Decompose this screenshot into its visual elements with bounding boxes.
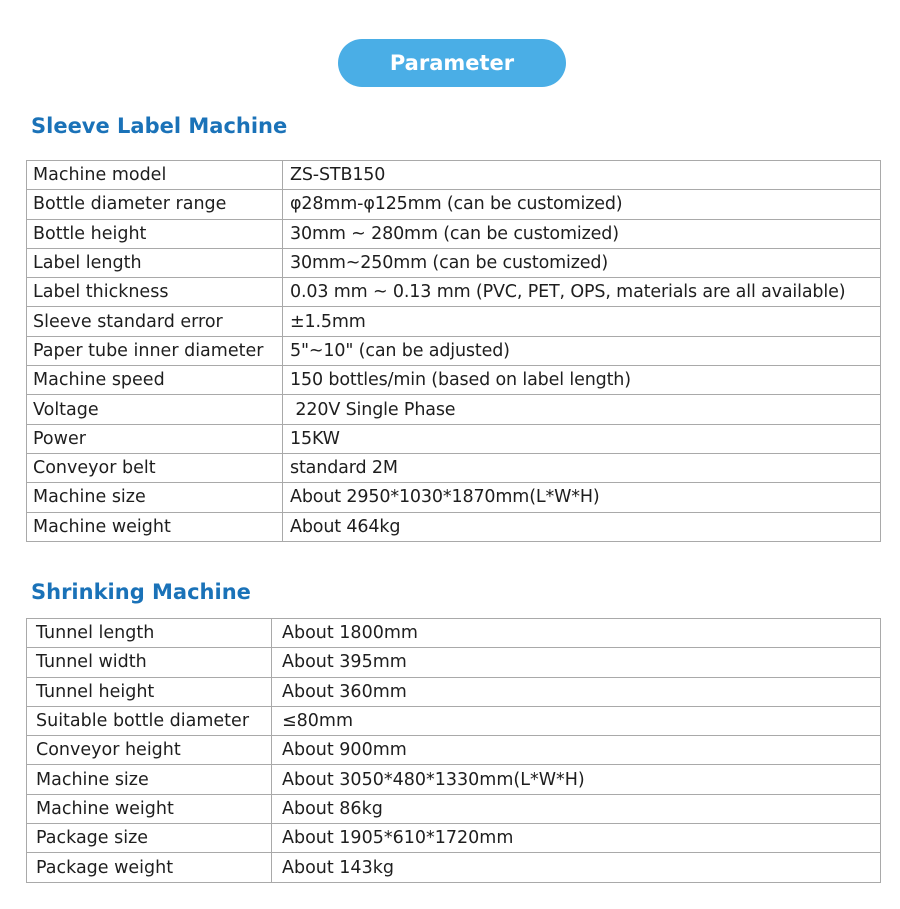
table-row: [27, 366, 881, 395]
table-row: [27, 794, 881, 823]
spec-label: Machine speed: [27, 366, 283, 395]
spec-label: Conveyor height: [27, 736, 272, 765]
spec-label: Package weight: [27, 853, 272, 882]
spec-label: Sleeve standard error: [27, 307, 283, 336]
spec-label: Tunnel length: [27, 619, 272, 648]
spec-label: Machine size: [27, 765, 272, 794]
parameter-badge: Parameter: [338, 39, 566, 87]
table-row: [27, 219, 881, 248]
spec-label: Label length: [27, 248, 283, 277]
table-row: [27, 190, 881, 219]
table-row: [27, 765, 881, 794]
spec-label: Bottle diameter range: [27, 190, 283, 219]
table-row: [27, 483, 881, 512]
spec-value: φ28mm-φ125mm (can be customized): [283, 190, 881, 219]
spec-value: About 143kg: [272, 853, 881, 882]
table-row: [27, 453, 881, 482]
spec-value: About 2950*1030*1870mm(L*W*H): [283, 483, 881, 512]
spec-label: Machine weight: [27, 512, 283, 541]
spec-value: 30mm ~ 280mm (can be customized): [283, 219, 881, 248]
table-row: [27, 648, 881, 677]
table-row: [27, 853, 881, 882]
spec-label: Label thickness: [27, 278, 283, 307]
spec-label: Bottle height: [27, 219, 283, 248]
spec-value: 5"~10" (can be adjusted): [283, 336, 881, 365]
spec-label: Conveyor belt: [27, 453, 283, 482]
spec-value: ±1.5mm: [283, 307, 881, 336]
spec-label: Tunnel width: [27, 648, 272, 677]
spec-label: Package size: [27, 824, 272, 853]
spec-value: 150 bottles/min (based on label length): [283, 366, 881, 395]
table-row: [27, 336, 881, 365]
spec-value: 220V Single Phase: [283, 395, 881, 424]
spec-value: About 86kg: [272, 794, 881, 823]
spec-label: Machine model: [27, 161, 283, 190]
spec-value: About 395mm: [272, 648, 881, 677]
table-row: [27, 706, 881, 735]
sleeve-label-machine-spec-table: [26, 160, 881, 542]
table-row: [27, 512, 881, 541]
spec-value: About 900mm: [272, 736, 881, 765]
spec-value: ≤80mm: [272, 706, 881, 735]
spec-label: Suitable bottle diameter: [27, 706, 272, 735]
spec-value: About 1905*610*1720mm: [272, 824, 881, 853]
spec-value: 30mm~250mm (can be customized): [283, 248, 881, 277]
spec-label: Voltage: [27, 395, 283, 424]
spec-value: About 360mm: [272, 677, 881, 706]
spec-label: Power: [27, 424, 283, 453]
spec-value: ZS-STB150: [283, 161, 881, 190]
spec-value: About 3050*480*1330mm(L*W*H): [272, 765, 881, 794]
shrinking-machine-title: Shrinking Machine: [31, 580, 251, 604]
spec-label: Tunnel height: [27, 677, 272, 706]
spec-value: About 1800mm: [272, 619, 881, 648]
spec-label: Paper tube inner diameter: [27, 336, 283, 365]
table-row: [27, 424, 881, 453]
spec-value: About 464kg: [283, 512, 881, 541]
spec-value: 15KW: [283, 424, 881, 453]
shrinking-machine-spec-table: [26, 618, 881, 883]
table-row: [27, 248, 881, 277]
table-row: [27, 161, 881, 190]
spec-label: Machine size: [27, 483, 283, 512]
table-row: [27, 307, 881, 336]
table-row: [27, 824, 881, 853]
spec-value: 0.03 mm ~ 0.13 mm (PVC, PET, OPS, materials are all available): [283, 278, 881, 307]
table-row: [27, 677, 881, 706]
table-row: [27, 395, 881, 424]
spec-value: standard 2M: [283, 453, 881, 482]
sleeve-label-machine-title: Sleeve Label Machine: [31, 114, 288, 138]
table-row: [27, 736, 881, 765]
table-row: [27, 278, 881, 307]
spec-label: Machine weight: [27, 794, 272, 823]
table-row: [27, 619, 881, 648]
